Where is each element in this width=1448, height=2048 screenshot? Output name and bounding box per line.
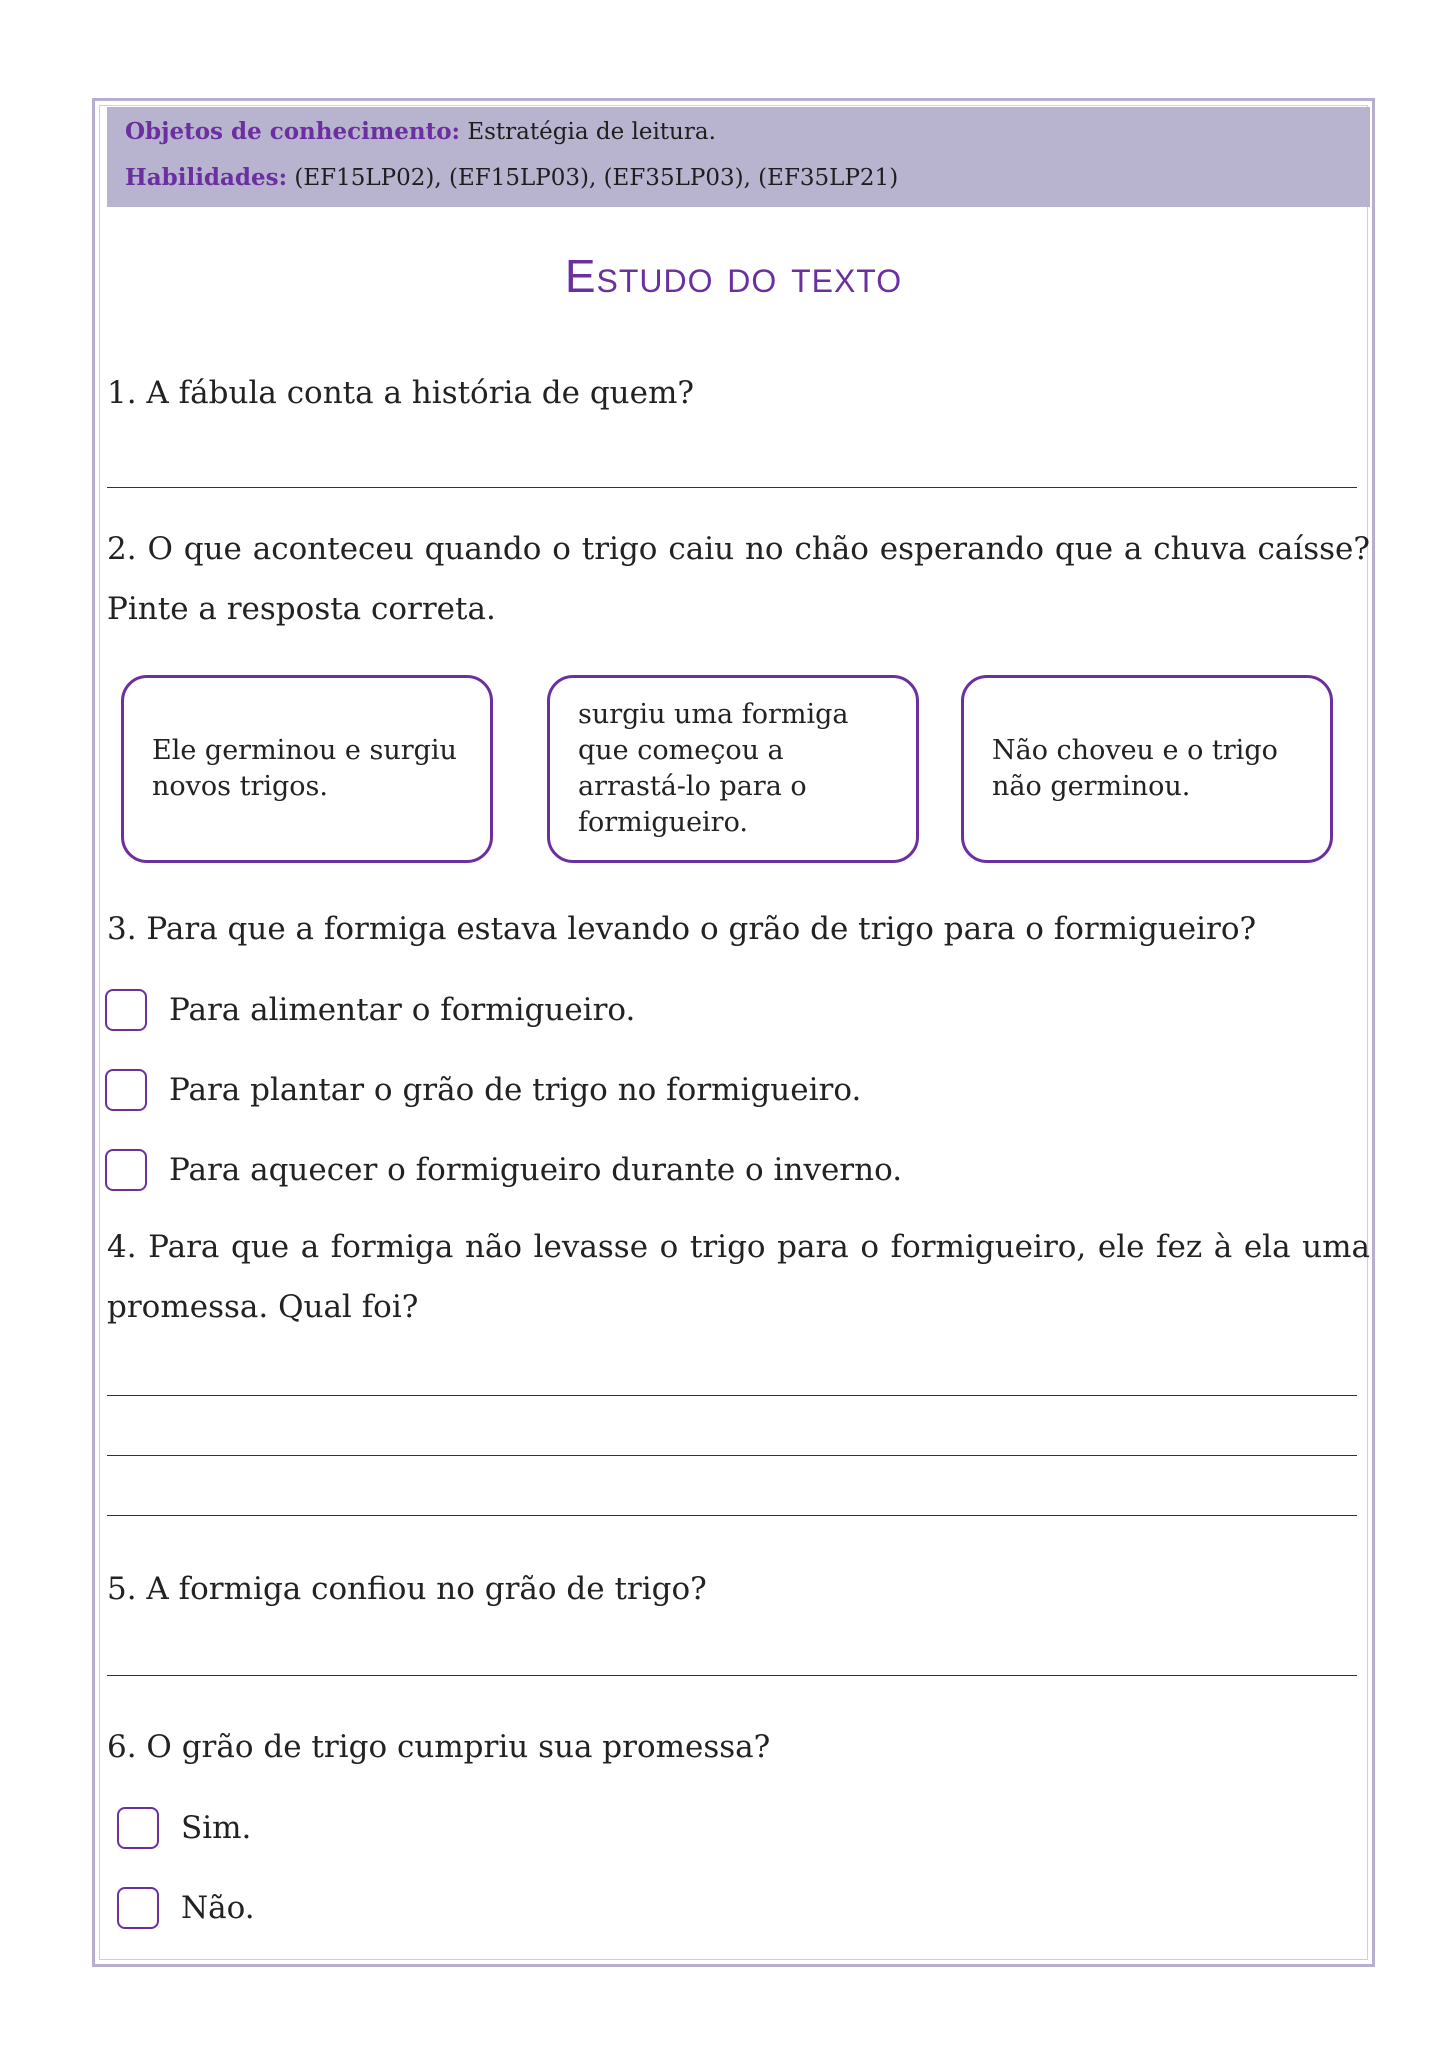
- objetos-label: Objetos de conhecimento:: [125, 118, 461, 145]
- q3-option-3[interactable]: [105, 1149, 902, 1191]
- checkbox[interactable]: [105, 1069, 147, 1111]
- q2-option-1[interactable]: [121, 675, 493, 863]
- q2-option-3-text: Não choveu e o trigo não germinou.: [992, 735, 1278, 802]
- checkbox[interactable]: [105, 989, 147, 1031]
- habilidades-label: Habilidades:: [125, 164, 288, 191]
- question-4: 4. Para que a formiga não levasse o trigo para o formigueiro, ele fez à ela uma promessa. Qual foi?: [107, 1229, 1370, 1325]
- habilidades-value: (EF15LP02), (EF15LP03), (EF35LP03), (EF35LP21): [294, 165, 899, 191]
- page-title: Estudo do texto: [564, 250, 903, 302]
- q2-option-2-text: surgiu uma formiga que começou a arrastá-lo para o formigueiro.: [578, 699, 849, 838]
- answer-line-q4-1[interactable]: [107, 1395, 1357, 1396]
- question-6: 6. O grão de trigo cumpriu sua promessa?: [107, 1729, 771, 1765]
- question-1: 1. A fábula conta a história de quem?: [107, 375, 695, 411]
- q3-option-2[interactable]: [105, 1069, 861, 1111]
- question-5: 5. A formiga confiou no grão de trigo?: [107, 1571, 707, 1607]
- q6-option-1-text: Sim.: [181, 1810, 252, 1846]
- answer-line-q4-2[interactable]: [107, 1455, 1357, 1456]
- answer-line-q4-3[interactable]: [107, 1515, 1357, 1516]
- habilidades-line: [125, 163, 898, 193]
- q3-option-1[interactable]: [105, 989, 635, 1031]
- checkbox[interactable]: [117, 1887, 159, 1929]
- q3-option-3-text: Para aquecer o formigueiro durante o inverno.: [169, 1152, 903, 1188]
- answer-line-q1[interactable]: [107, 487, 1357, 488]
- q3-option-2-text: Para plantar o grão de trigo no formigueiro.: [169, 1072, 862, 1108]
- q6-option-2-text: Não.: [181, 1890, 255, 1926]
- q2-option-1-text: Ele germinou e surgiu novos trigos.: [152, 735, 457, 802]
- objetos-value: Estratégia de leitura.: [467, 119, 716, 145]
- q3-option-1-text: Para alimentar o formigueiro.: [169, 992, 636, 1028]
- header-band: [107, 107, 1370, 207]
- q2-option-3[interactable]: [961, 675, 1333, 863]
- objetos-line: [125, 117, 716, 147]
- q6-option-1[interactable]: [117, 1807, 251, 1849]
- question-3: 3. Para que a formiga estava levando o grão de trigo para o formigueiro?: [107, 911, 1257, 947]
- answer-line-q5[interactable]: [107, 1675, 1357, 1676]
- checkbox[interactable]: [105, 1149, 147, 1191]
- worksheet-frame: [92, 98, 1375, 1967]
- checkbox[interactable]: [117, 1807, 159, 1849]
- q6-option-2[interactable]: [117, 1887, 255, 1929]
- question-2: 2. O que aconteceu quando o trigo caiu no chão esperando que a chuva caísse? Pinte a resposta correta.: [107, 531, 1370, 627]
- q2-option-2[interactable]: [547, 675, 919, 863]
